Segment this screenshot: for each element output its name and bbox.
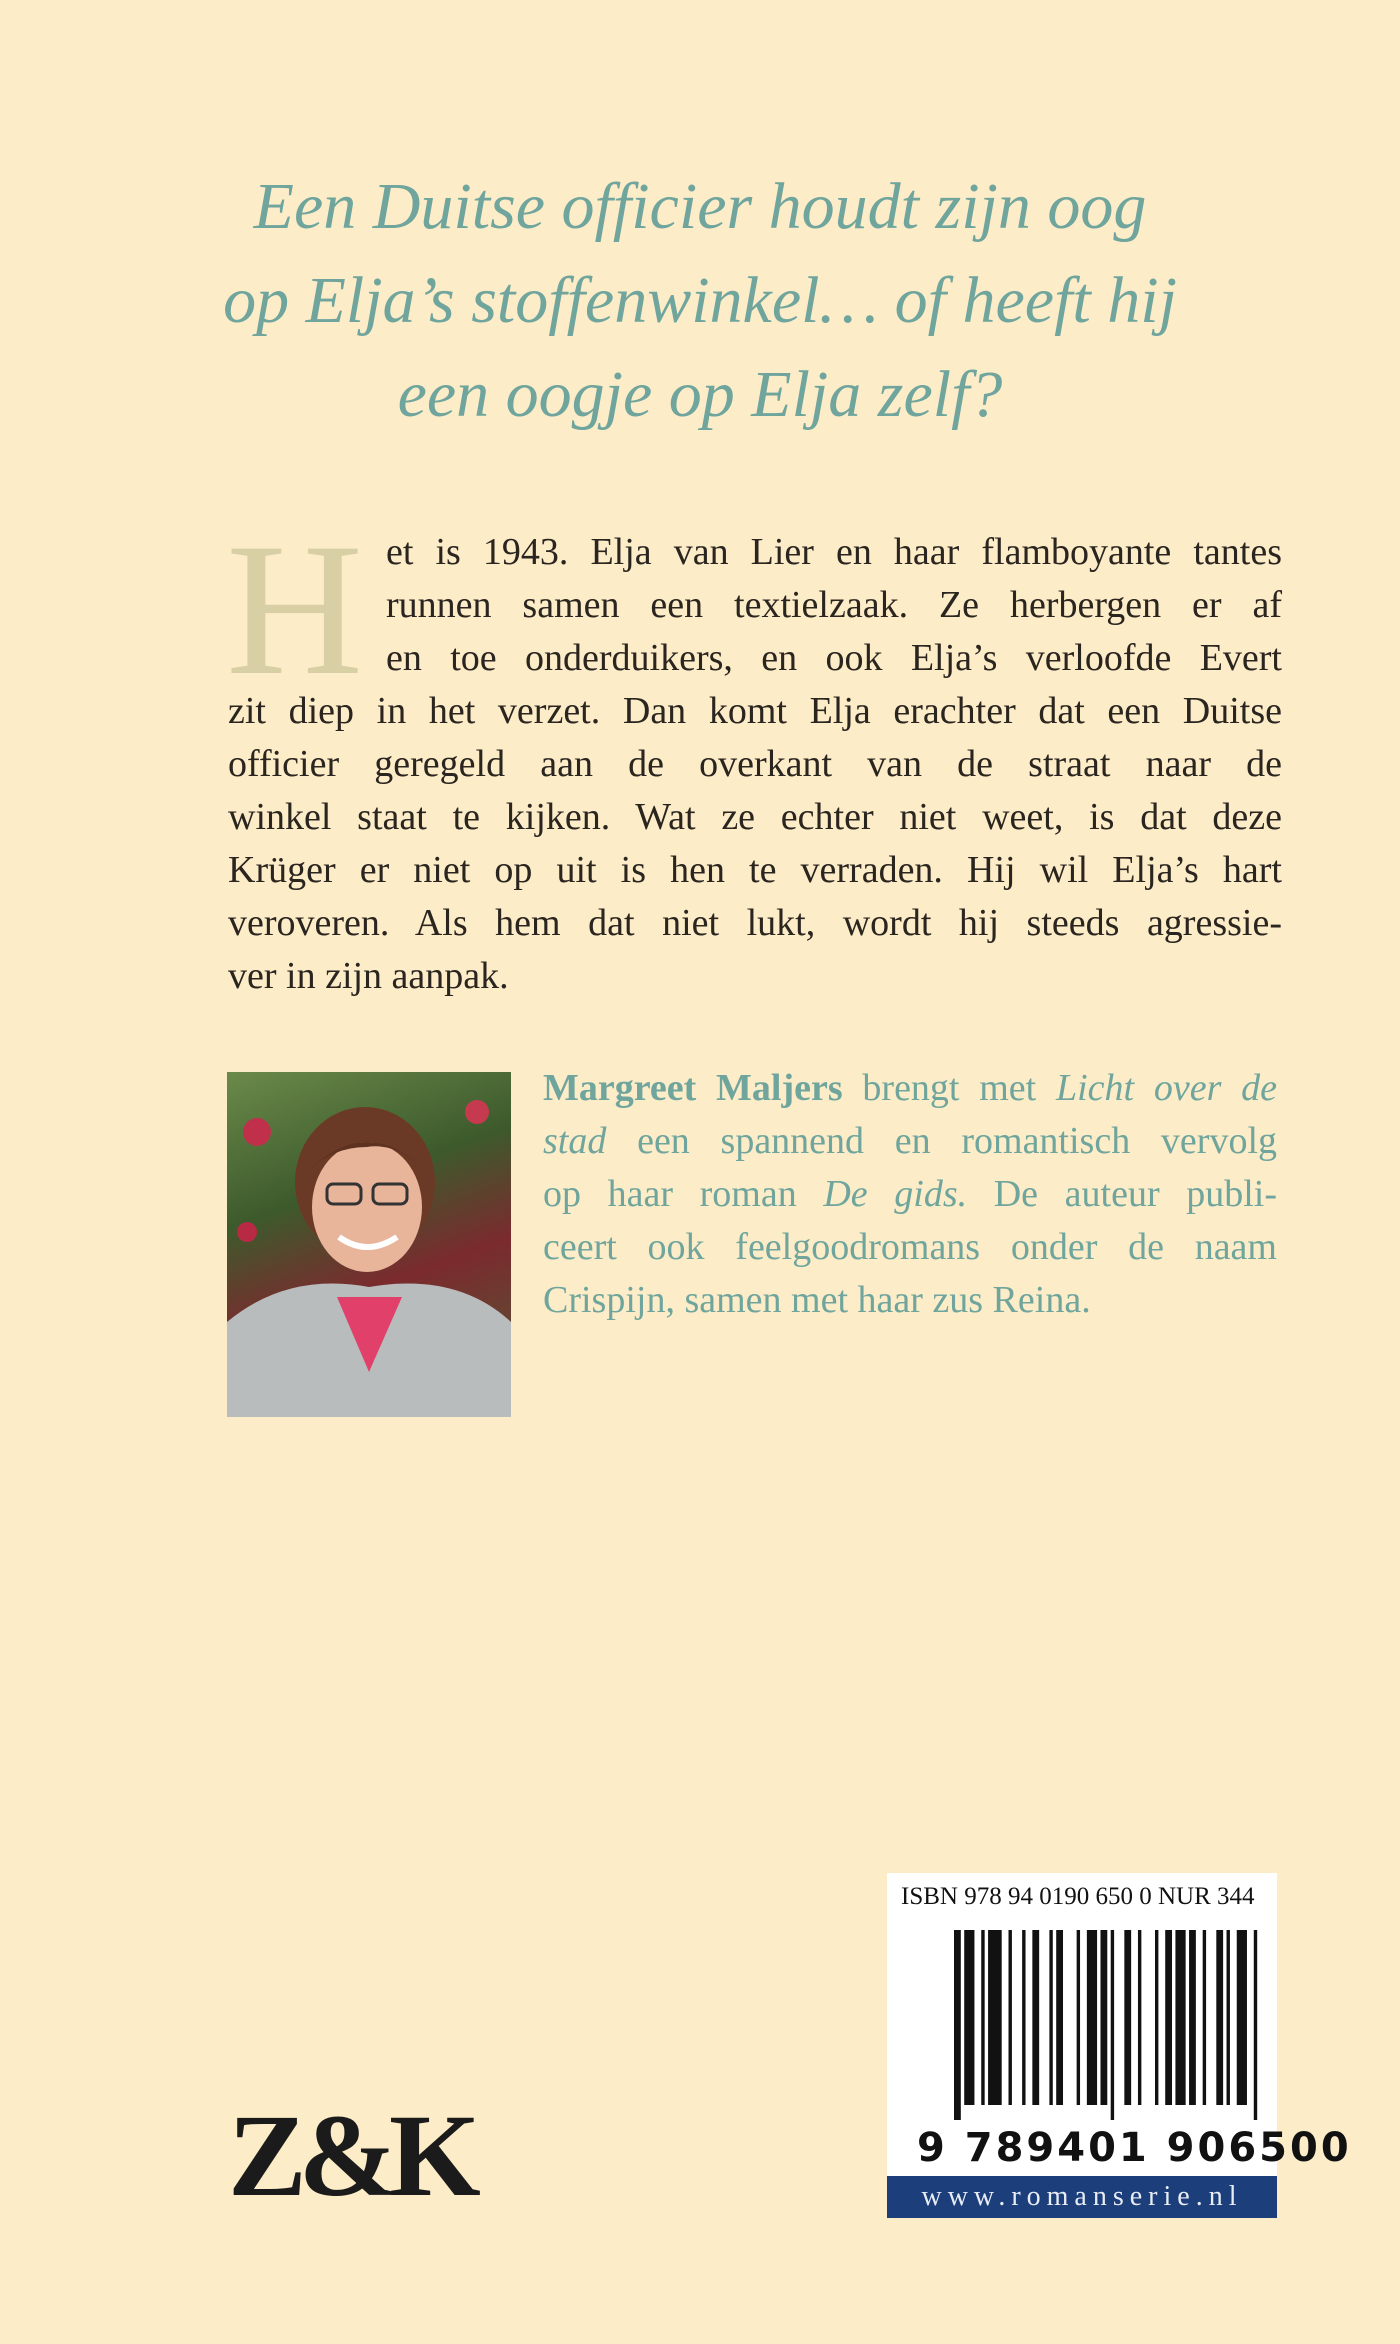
- bio-text: een spannend en romantisch vervolg: [606, 1120, 1277, 1162]
- barcode-bar: [1237, 1930, 1247, 2105]
- barcode-bar: [1100, 1930, 1107, 2105]
- barcode-bar: [1138, 1930, 1141, 2105]
- barcode-bar: [954, 1930, 961, 2120]
- barcode-bar: [1189, 1930, 1196, 2105]
- blurb-line: et is 1943. Elja van Lier en haar flamboyante tantes: [386, 531, 1282, 573]
- barcode-bars: [954, 1930, 1264, 2120]
- blurb-line: Krüger er niet op uit is hen te verraden. Hij wil Elja’s hart: [228, 849, 1282, 891]
- isbn-text: ISBN 978 94 0190 650 0 NUR 344: [901, 1883, 1255, 1910]
- barcode-bar: [1111, 1930, 1114, 2120]
- blurb-line: veroveren. Als hem dat niet lukt, wordt hij steeds agressie-: [228, 902, 1282, 944]
- publisher-logo: Z&K: [228, 2090, 473, 2221]
- bio-text: brengt met: [842, 1067, 1056, 1109]
- barcode-bar: [1022, 1930, 1025, 2105]
- barcode-panel: [887, 1873, 1352, 2218]
- drop-cap: H: [226, 530, 364, 690]
- author-photo: [227, 1072, 511, 1417]
- barcode-bar: [1009, 1930, 1012, 2105]
- barcode-bar: [1077, 1930, 1080, 2105]
- blurb-line: winkel staat te kijken. Wat ze echter niet weet, is dat deze: [228, 796, 1282, 838]
- barcode-digits: 9 789401 906500: [917, 2125, 1352, 2171]
- author-name: Margreet Maljers: [543, 1067, 843, 1109]
- blurb-line: officier geregeld aan de overkant van de straat naar de: [228, 743, 1282, 785]
- blurb-line: zit diep in het verzet. Dan komt Elja erachter dat een Duitse: [228, 690, 1282, 732]
- barcode-bar: [1049, 1930, 1052, 2105]
- book-title: Licht over de: [1055, 1067, 1277, 1109]
- bio-text: De auteur publi-: [967, 1173, 1277, 1215]
- barcode-bar: [1087, 1930, 1097, 2105]
- barcode-bar: [1227, 1930, 1230, 2105]
- tagline-line: op Elja’s stoffenwinkel… of heeft hij: [223, 264, 1177, 337]
- blurb-line: ver in zijn aanpak.: [228, 955, 509, 997]
- barcode-bar: [1203, 1930, 1206, 2105]
- barcode-bar: [1216, 1930, 1223, 2105]
- barcode-bar: [1124, 1930, 1131, 2105]
- barcode-bar: [1032, 1930, 1039, 2105]
- book-title: stad: [543, 1120, 607, 1162]
- tagline-line: een oogje op Elja zelf?: [397, 358, 1003, 431]
- tagline: [100, 160, 1300, 442]
- barcode-bar: [1155, 1930, 1158, 2105]
- book-title: De gids.: [823, 1173, 968, 1215]
- barcode-bar: [964, 1930, 974, 2105]
- barcode-bar: [981, 1930, 984, 2105]
- bio-text: op haar roman: [543, 1173, 824, 1215]
- barcode-bar: [1056, 1930, 1063, 2105]
- barcode-bar: [1254, 1930, 1257, 2120]
- author-bio: [543, 1062, 1277, 1327]
- barcode-bar: [988, 1930, 1002, 2105]
- barcode-bar: [1165, 1930, 1172, 2105]
- blurb-line: runnen samen een textielzaak. Ze herbergen er af: [386, 584, 1282, 626]
- bio-text: ceert ook feelgoodromans onder de naam: [543, 1226, 1277, 1268]
- barcode-bar: [1175, 1930, 1185, 2105]
- blurb: [228, 526, 1282, 1003]
- tagline-line: Een Duitse officier houdt zijn oog: [253, 170, 1147, 243]
- bio-text: Crispijn, samen met haar zus Reina.: [543, 1279, 1091, 1321]
- blurb-line: en toe onderduikers, en ook Elja’s verloofde Evert: [386, 637, 1282, 679]
- website-url[interactable]: www.romanserie.nl: [887, 2176, 1277, 2218]
